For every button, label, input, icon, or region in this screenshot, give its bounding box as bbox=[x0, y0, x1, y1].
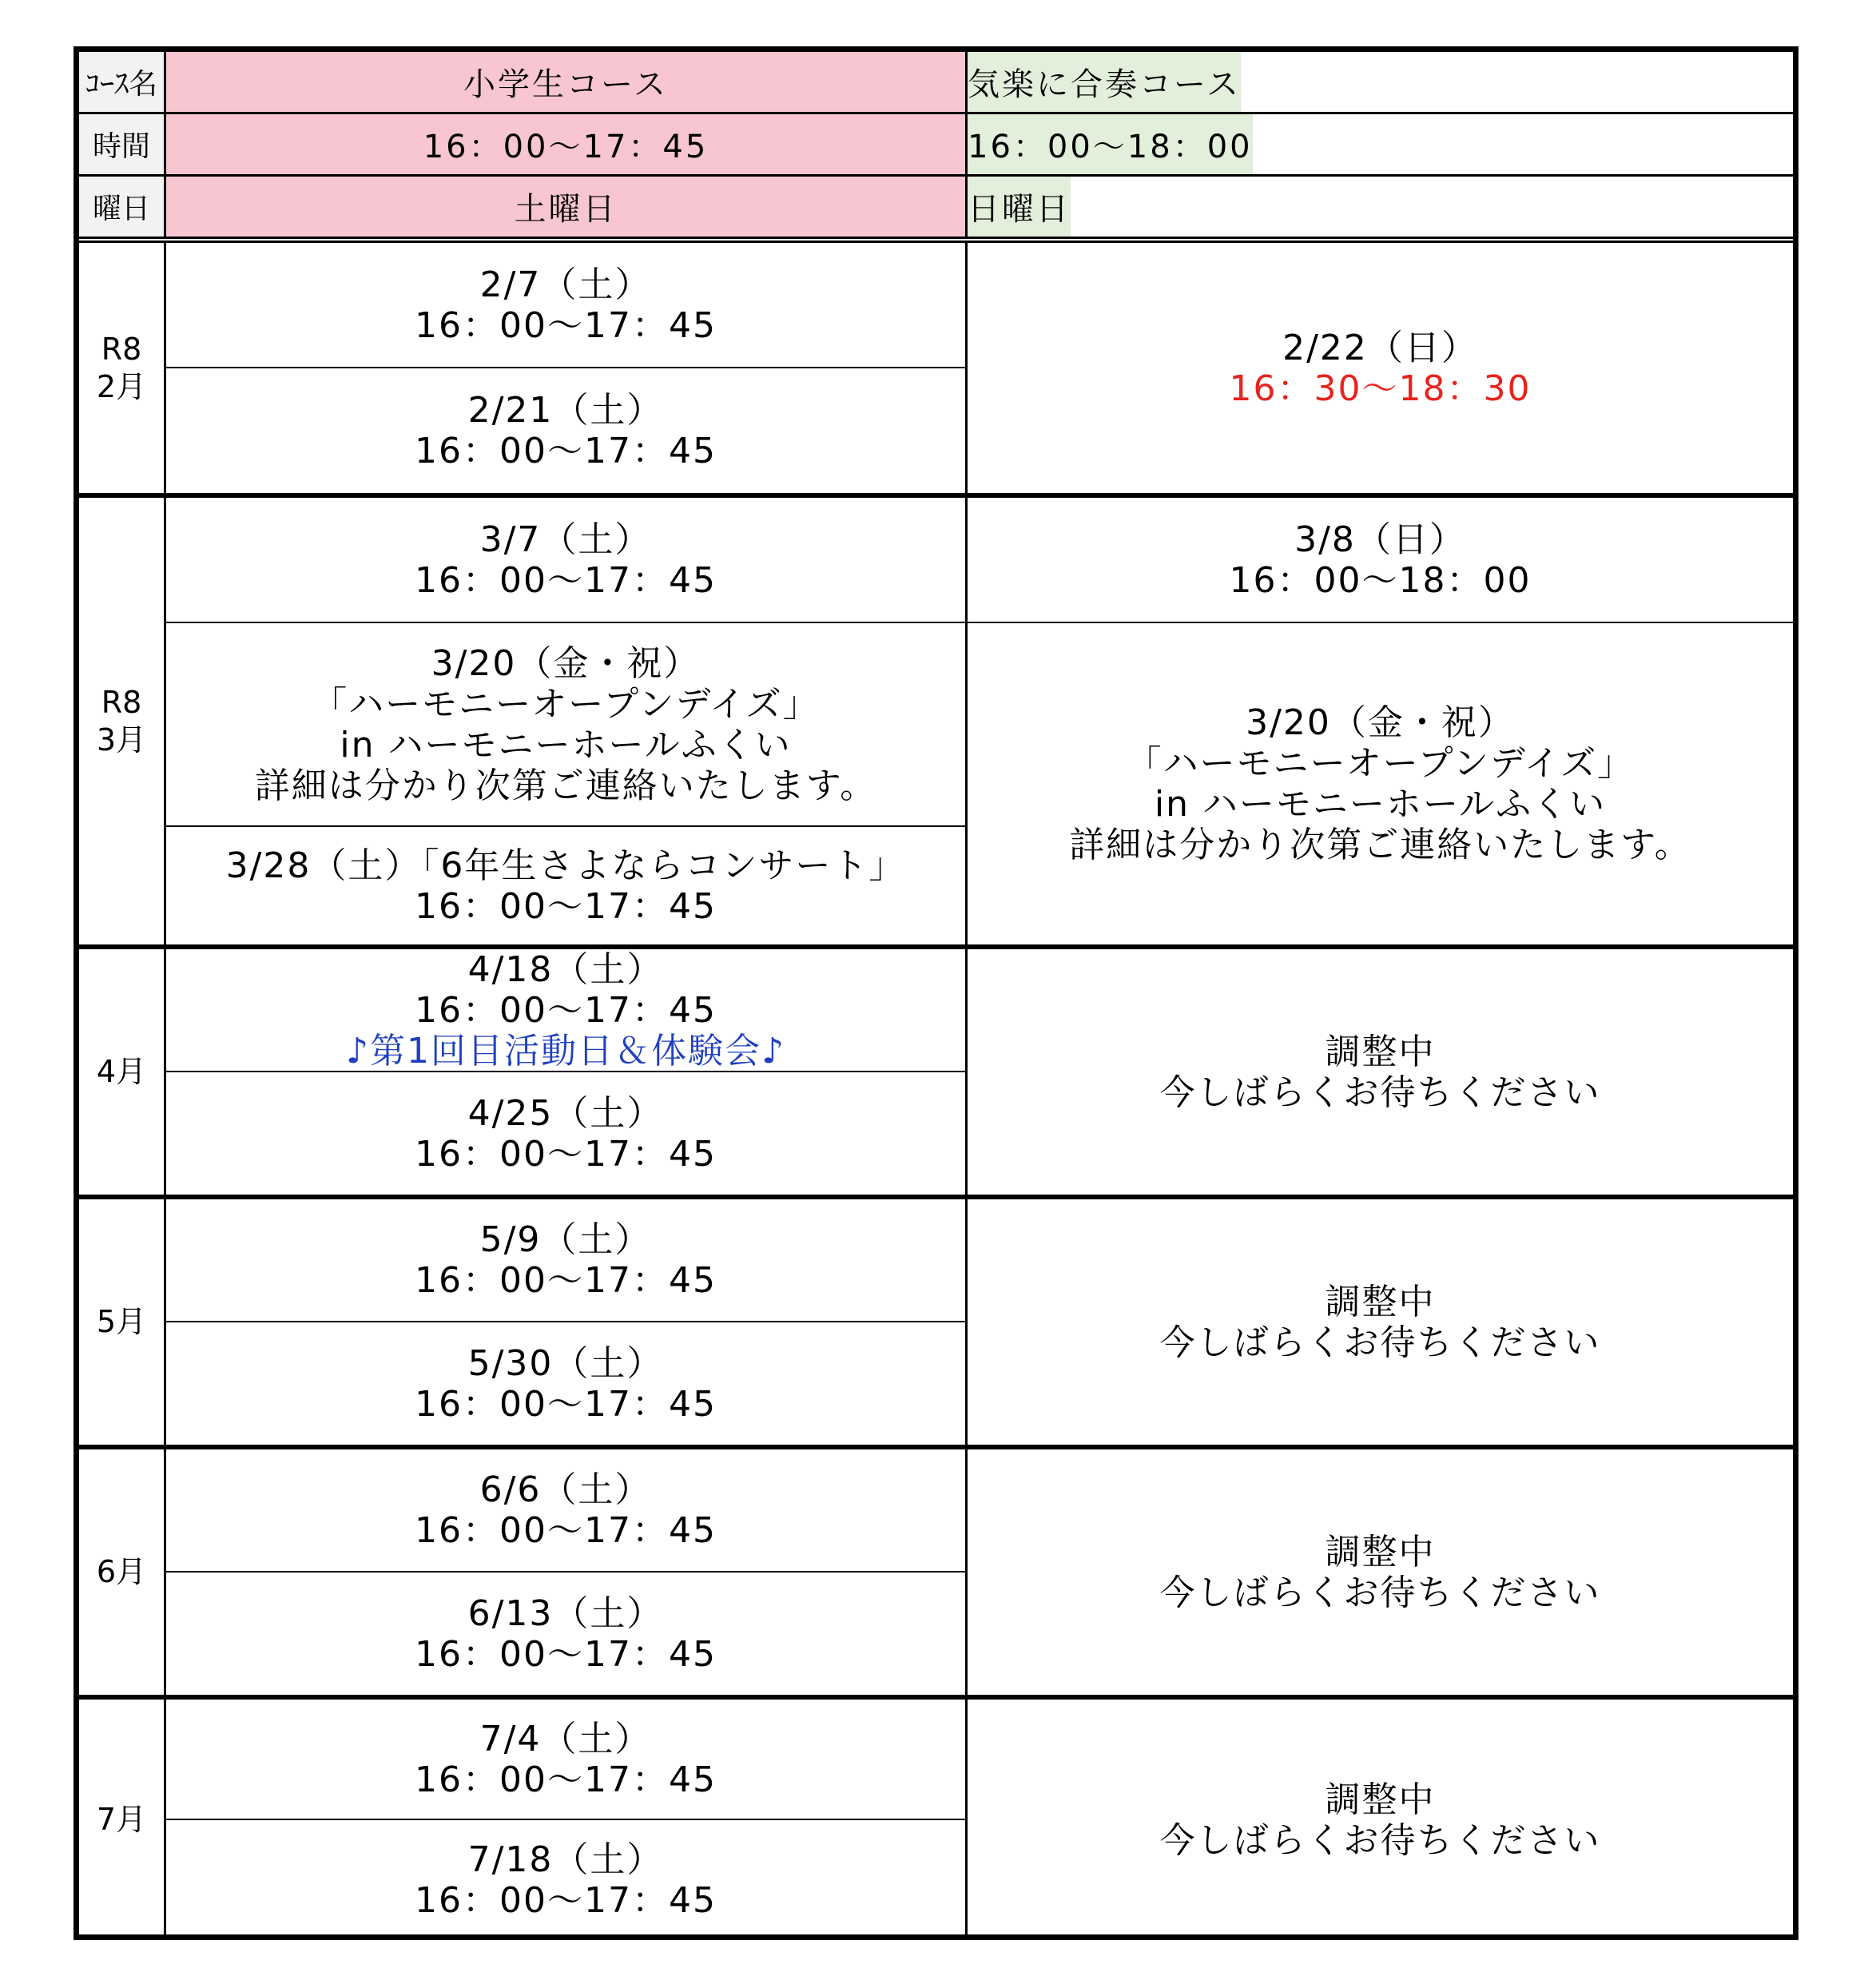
course1-name: 小学生コース bbox=[166, 52, 968, 112]
month-label bbox=[79, 243, 166, 493]
entry-line: 7/18（土） bbox=[467, 1839, 664, 1880]
schedule-table bbox=[74, 46, 1798, 1940]
month-block bbox=[79, 243, 1793, 493]
month-label bbox=[79, 1449, 166, 1695]
entry-line: in ハーモニーホールふくい bbox=[340, 724, 792, 765]
entry-line: 7/4（土） bbox=[479, 1718, 652, 1759]
entry-line: 3/8（日） bbox=[1294, 519, 1466, 560]
course1-column bbox=[166, 1700, 968, 1940]
right-entry bbox=[968, 243, 1793, 493]
right-entry bbox=[968, 623, 1793, 944]
right-entry bbox=[968, 1199, 1793, 1445]
entry-line: 今しばらくお待ちください bbox=[1159, 1572, 1601, 1613]
entry-line: 5/30（土） bbox=[467, 1342, 664, 1384]
right-entry bbox=[968, 949, 1793, 1195]
left-entry bbox=[166, 1449, 965, 1573]
month-block bbox=[79, 1700, 1793, 1940]
month-label-line: 4月 bbox=[96, 1054, 147, 1089]
course2-name: 気楽に合奏コース bbox=[968, 52, 1241, 112]
entry-line: 16：00～17：45 bbox=[415, 989, 717, 1031]
month-label-line: 6月 bbox=[96, 1554, 147, 1589]
course2-day: 日曜日 bbox=[968, 177, 1071, 237]
month-label-line: 3月 bbox=[96, 722, 147, 757]
left-entry bbox=[166, 1072, 965, 1195]
day-label: 曜日 bbox=[79, 177, 166, 237]
entry-line: 今しばらくお待ちください bbox=[1159, 1819, 1601, 1861]
entry-line: 3/20（金・祝） bbox=[1246, 702, 1515, 743]
course2-column bbox=[968, 498, 1793, 944]
entry-line: 16：00～17：45 bbox=[415, 1633, 717, 1675]
entry-line: 16：00～17：45 bbox=[415, 1383, 717, 1425]
left-entry bbox=[166, 1573, 965, 1695]
entry-line: 16：00～17：45 bbox=[415, 559, 717, 601]
month-block bbox=[79, 498, 1793, 944]
entry-line: 16：00～17：45 bbox=[415, 1260, 717, 1301]
month-label bbox=[79, 498, 166, 944]
left-entry bbox=[166, 1820, 965, 1940]
entry-line: 2/21（土） bbox=[467, 390, 664, 431]
left-entry bbox=[166, 1322, 965, 1445]
course2-column bbox=[968, 949, 1793, 1195]
month-label-line: 2月 bbox=[96, 368, 147, 404]
entry-line: 3/28（土）「6年生さよならコンサート」 bbox=[225, 845, 906, 886]
left-entry bbox=[166, 623, 965, 827]
course1-column bbox=[166, 498, 968, 944]
entry-line: 「ハーモニーオープンデイズ」 bbox=[312, 683, 820, 725]
time-label: 時間 bbox=[79, 114, 166, 174]
month-block bbox=[79, 1449, 1793, 1695]
course1-day: 土曜日 bbox=[166, 177, 968, 237]
left-entry bbox=[166, 949, 965, 1072]
course1-column bbox=[166, 243, 968, 493]
course2-column bbox=[968, 1700, 1793, 1940]
entry-line: 調整中 bbox=[1325, 1281, 1436, 1322]
entry-line: 16：00～18：00 bbox=[1229, 559, 1532, 601]
right-entry bbox=[968, 1700, 1793, 1940]
entry-line: 3/7（土） bbox=[479, 519, 652, 560]
course2-column bbox=[968, 1199, 1793, 1445]
entry-line: 6/6（土） bbox=[479, 1469, 652, 1510]
entry-line: 16：00～17：45 bbox=[415, 1510, 717, 1551]
right-entry bbox=[968, 1449, 1793, 1695]
entry-line: 今しばらくお待ちください bbox=[1159, 1322, 1601, 1363]
entry-line: 16：00～17：45 bbox=[415, 1880, 717, 1921]
left-entry bbox=[166, 368, 965, 493]
entry-line: 4/25（土） bbox=[467, 1092, 664, 1134]
month-block bbox=[79, 949, 1793, 1195]
entry-line: 調整中 bbox=[1325, 1779, 1436, 1820]
month-label-line: 7月 bbox=[96, 1802, 147, 1837]
course1-column bbox=[166, 1449, 968, 1695]
course-name-label: ｺｰｽ名 bbox=[79, 52, 166, 112]
entry-line: 16：00～17：45 bbox=[415, 1759, 717, 1800]
entry-line: 詳細は分かり次第ご連絡いたします。 bbox=[254, 765, 877, 806]
entry-line: 16：00～17：45 bbox=[415, 304, 717, 346]
entry-line: 16：00～17：45 bbox=[415, 1133, 717, 1175]
entry-line: 16：00～17：45 bbox=[415, 431, 717, 471]
entry-line: 「ハーモニーオープンデイズ」 bbox=[1126, 743, 1635, 784]
entry-line: 調整中 bbox=[1325, 1031, 1436, 1072]
left-entry bbox=[166, 498, 965, 623]
entry-line: ♪第1回目活動日＆体験会♪ bbox=[345, 1030, 786, 1072]
entry-line: 6/13（土） bbox=[467, 1592, 664, 1634]
entry-line: 16：30～18：30 bbox=[1229, 368, 1532, 409]
course1-column bbox=[166, 949, 968, 1195]
month-label-line: R8 bbox=[101, 331, 142, 367]
header-row-time bbox=[79, 114, 1253, 174]
left-entry bbox=[166, 243, 965, 368]
left-entry bbox=[166, 1199, 965, 1322]
month-label bbox=[79, 949, 166, 1195]
right-entry bbox=[968, 498, 1793, 623]
header-row-course bbox=[79, 52, 1241, 112]
month-label bbox=[79, 1700, 166, 1940]
course2-time: 16：00～18：00 bbox=[968, 114, 1253, 174]
course2-column bbox=[968, 1449, 1793, 1695]
left-entry bbox=[166, 827, 965, 944]
entry-line: 3/20（金・祝） bbox=[431, 642, 701, 684]
header-row-day bbox=[79, 177, 1071, 237]
entry-line: 2/22（日） bbox=[1282, 327, 1478, 368]
month-label bbox=[79, 1199, 166, 1445]
month-block bbox=[79, 1199, 1793, 1445]
entry-line: 詳細は分かり次第ご連絡いたします。 bbox=[1069, 825, 1691, 865]
entry-line: in ハーモニーホールふくい bbox=[1154, 784, 1607, 825]
month-label-line: R8 bbox=[101, 684, 142, 720]
entry-line: 2/7（土） bbox=[479, 264, 652, 305]
entry-line: 5/9（土） bbox=[479, 1219, 652, 1260]
course1-column bbox=[166, 1199, 968, 1445]
course2-column bbox=[968, 243, 1793, 493]
course1-time: 16：00～17：45 bbox=[166, 114, 968, 174]
left-entry bbox=[166, 1700, 965, 1820]
entry-line: 調整中 bbox=[1325, 1531, 1436, 1573]
header-double-divider bbox=[79, 237, 1793, 243]
entry-line: 16：00～17：45 bbox=[415, 885, 717, 927]
entry-line: 4/18（土） bbox=[467, 948, 664, 990]
entry-line: 今しばらくお待ちください bbox=[1159, 1072, 1601, 1113]
month-label-line: 5月 bbox=[96, 1304, 147, 1339]
